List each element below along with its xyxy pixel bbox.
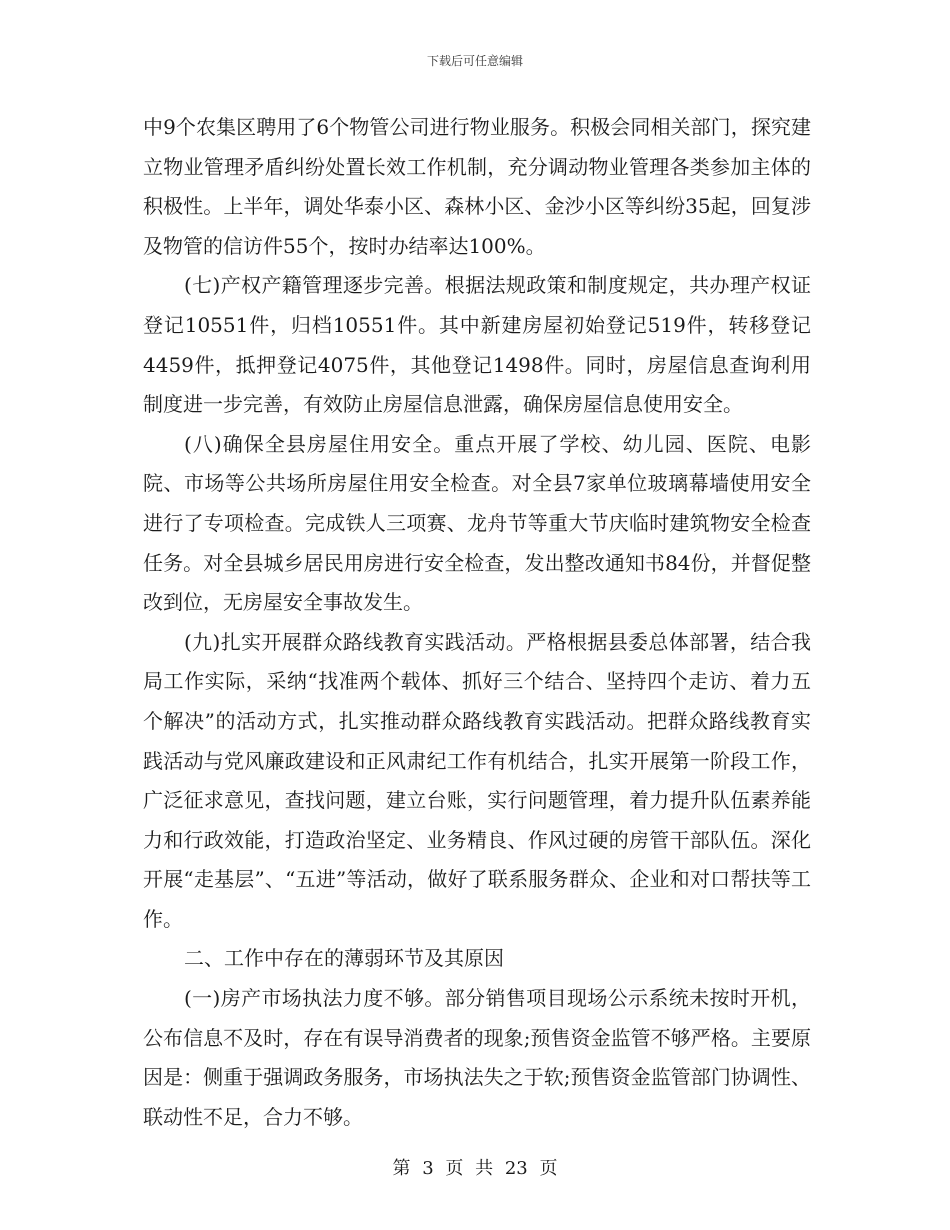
document-body (143, 108, 811, 1137)
paragraph-market-enforcement: (一)房产市场执法力度不够。部分销售项目现场公示系统未按时开机，公布信息不及时，存在有误导消费者的现象;预售资金监管不够严格。主要原因是：侧重于强调政务服务，市场执法失之于软;预售资金监管部门协调性、联动性不足，合力不够。 (143, 986, 811, 1129)
section-heading-weaknesses: 二、工作中存在的薄弱环节及其原因 (184, 946, 504, 971)
paragraph-property-registration: (七)产权产籍管理逐步完善。根据法规政策和制度规定，共办理产权证登记10551件，归档10551件。其中新建房屋初始登记519件，转移登记4459件，抵押登记4075件，其他登记1498件。同时，房屋信息查询利用制度进一步完善，有效防止房屋信息泄露，确保房屋信息使用安全。 (143, 273, 811, 417)
page-number: 第 3 页 共 23 页 (392, 1158, 558, 1179)
paragraph-housing-safety: (八)确保全县房屋住用安全。重点开展了学校、幼儿园、医院、电影院、市场等公共场所房屋住用安全检查。对全县7家单位玻璃幕墙使用安全进行了专项检查。完成铁人三项赛、龙舟节等重大节庆临时建筑物安全检查任务。对全县城乡居民用房进行安全检查，发出整改通知书84份，并督促整改到位，无房屋安全事故发生。 (143, 431, 811, 615)
paragraph-continuation: 中9个农集区聘用了6个物管公司进行物业服务。积极会同相关部门，探究建立物业管理矛盾纠纷处置长效工作机制，充分调动物业管理各类参加主体的积极性。上半年，调处华泰小区、森林小区、金沙小区等纠纷35起，回复涉及物管的信访件55个，按时办结率达100%。 (143, 115, 811, 258)
page-header: 下载后可任意编辑 (426, 54, 523, 68)
paragraph-mass-line-education: (九)扎实开展群众路线教育实践活动。严格根据县委总体部署，结合我局工作实际，采纳“找准两个载体、抓好三个结合、坚持四个走访、着力五个解决”的活动方式，扎实推动群众路线教育实践活动。把群众路线教育实践活动与党风廉政建设和正风肃纪工作有机结合，扎实开展第一阶段工作，广泛征求意见，查找问题，建立台账，实行问题管理，着力提升队伍素养能力和行政效能，打造政治坚定、业务精良、作风过硬的房管干部队伍。深化开展“走基层”、“五进”等活动，做好了联系服务群众、企业和对口帮扶等工作。 (143, 629, 811, 931)
